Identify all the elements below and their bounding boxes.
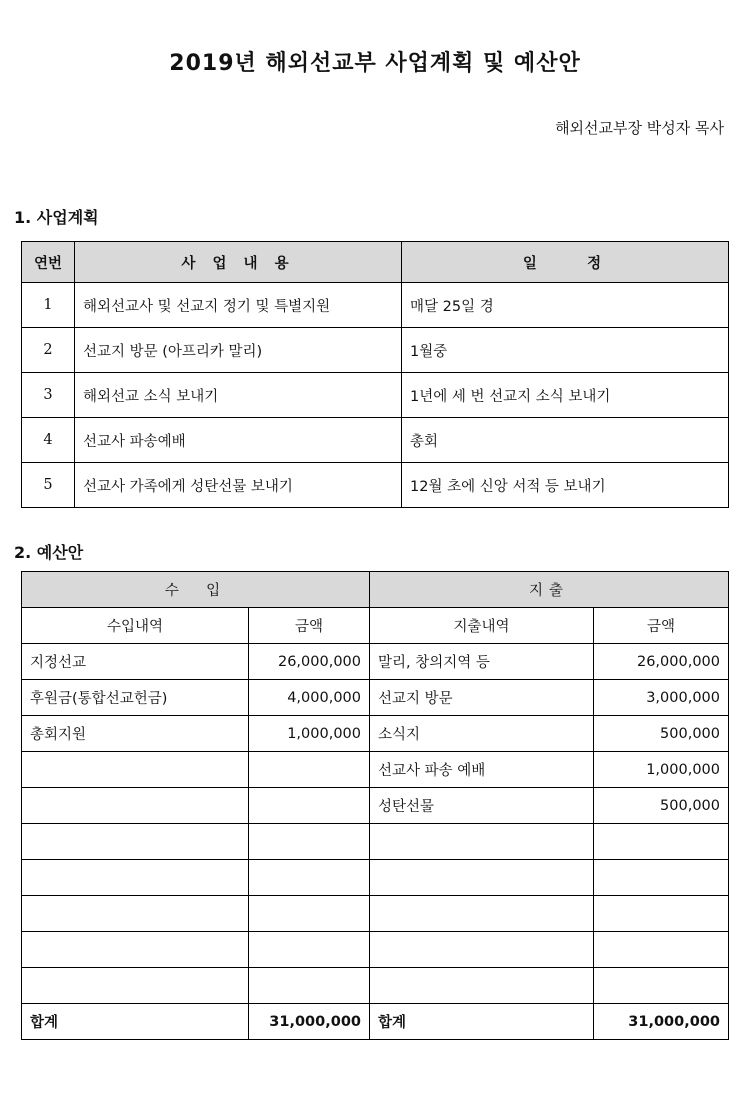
income-amount-cell: 1,000,000 xyxy=(249,716,370,752)
plan-col-schedule: 일 정 xyxy=(402,242,729,283)
income-amount-cell xyxy=(249,896,370,932)
expense-header: 지출 xyxy=(370,572,729,608)
budget-table xyxy=(21,571,729,1040)
income-amount-cell xyxy=(249,824,370,860)
budget-row xyxy=(22,788,729,824)
income-item-cell xyxy=(22,968,249,1004)
plan-row xyxy=(22,373,729,418)
expense-amount-cell xyxy=(594,896,729,932)
expense-amount-cell xyxy=(594,824,729,860)
income-amount-cell xyxy=(249,968,370,1004)
income-amount-cell xyxy=(249,860,370,896)
budget-row xyxy=(22,752,729,788)
plan-row-content: 선교사 파송예배 xyxy=(75,418,402,463)
budget-row xyxy=(22,680,729,716)
income-item-cell xyxy=(22,896,249,932)
plan-row-content: 해외선교사 및 선교지 정기 및 특별지원 xyxy=(75,283,402,328)
plan-table xyxy=(21,241,729,508)
income-item-cell xyxy=(22,932,249,968)
expense-item-header: 지출내역 xyxy=(370,608,594,644)
plan-col-content: 사 업 내 용 xyxy=(75,242,402,283)
expense-item-cell: 선교지 방문 xyxy=(370,680,594,716)
plan-row-schedule: 매달 25일 경 xyxy=(402,283,729,328)
income-amount-cell: 26,000,000 xyxy=(249,644,370,680)
plan-header-row xyxy=(22,242,729,283)
income-item-cell: 지정선교 xyxy=(22,644,249,680)
budget-row xyxy=(22,932,729,968)
income-amount-cell: 4,000,000 xyxy=(249,680,370,716)
plan-row-content: 해외선교 소식 보내기 xyxy=(75,373,402,418)
section-title-plan: 1. 사업계획 xyxy=(14,208,99,227)
income-item-cell: 총회지원 xyxy=(22,716,249,752)
income-amount-cell xyxy=(249,932,370,968)
expense-item-cell: 선교사 파송 예배 xyxy=(370,752,594,788)
expense-total-amount: 31,000,000 xyxy=(594,1004,729,1040)
expense-item-cell xyxy=(370,896,594,932)
plan-row xyxy=(22,283,729,328)
plan-row xyxy=(22,328,729,373)
expense-amount-cell: 500,000 xyxy=(594,788,729,824)
expense-amount-cell xyxy=(594,860,729,896)
document-title: 2019년 해외선교부 사업계획 및 예산안 xyxy=(169,51,581,76)
income-header: 수 입 xyxy=(22,572,370,608)
expense-item-cell xyxy=(370,824,594,860)
plan-row xyxy=(22,418,729,463)
plan-row xyxy=(22,463,729,508)
budget-column-header-row xyxy=(22,608,729,644)
budget-row xyxy=(22,896,729,932)
expense-item-cell xyxy=(370,860,594,896)
plan-row-number: 3 xyxy=(22,373,75,418)
budget-body xyxy=(22,644,729,1004)
budget-row xyxy=(22,716,729,752)
expense-total-label: 합계 xyxy=(370,1004,594,1040)
plan-row-schedule: 1년에 세 번 선교지 소식 보내기 xyxy=(402,373,729,418)
plan-row-content: 선교사 가족에게 성탄선물 보내기 xyxy=(75,463,402,508)
expense-amount-cell xyxy=(594,968,729,1004)
budget-row xyxy=(22,824,729,860)
plan-row-content: 선교지 방문 (아프리카 말리) xyxy=(75,328,402,373)
expense-amount-cell: 26,000,000 xyxy=(594,644,729,680)
income-amount-cell xyxy=(249,752,370,788)
expense-amount-cell: 500,000 xyxy=(594,716,729,752)
budget-total-row xyxy=(22,1004,729,1040)
income-amount-cell xyxy=(249,788,370,824)
income-total-amount: 31,000,000 xyxy=(249,1004,370,1040)
income-total-label: 합계 xyxy=(22,1004,249,1040)
expense-amount-cell xyxy=(594,932,729,968)
budget-group-header-row xyxy=(22,572,729,608)
expense-item-cell: 말리, 창의지역 등 xyxy=(370,644,594,680)
plan-row-schedule: 12월 초에 신앙 서적 등 보내기 xyxy=(402,463,729,508)
expense-item-cell: 성탄선물 xyxy=(370,788,594,824)
expense-item-cell xyxy=(370,932,594,968)
income-item-cell xyxy=(22,752,249,788)
expense-amount-cell: 1,000,000 xyxy=(594,752,729,788)
plan-row-schedule: 1월중 xyxy=(402,328,729,373)
budget-row xyxy=(22,968,729,1004)
plan-row-number: 4 xyxy=(22,418,75,463)
section-title-budget: 2. 예산안 xyxy=(14,543,84,562)
plan-col-number: 연번 xyxy=(22,242,75,283)
budget-row xyxy=(22,860,729,896)
income-item-cell xyxy=(22,860,249,896)
income-item-cell xyxy=(22,788,249,824)
expense-amount-header: 금액 xyxy=(594,608,729,644)
expense-amount-cell: 3,000,000 xyxy=(594,680,729,716)
income-amount-header: 금액 xyxy=(249,608,370,644)
income-item-cell: 후원금(통합선교헌금) xyxy=(22,680,249,716)
income-item-cell xyxy=(22,824,249,860)
plan-row-number: 2 xyxy=(22,328,75,373)
plan-row-number: 1 xyxy=(22,283,75,328)
author-line: 해외선교부장 박성자 목사 xyxy=(555,119,724,137)
budget-row xyxy=(22,644,729,680)
expense-item-cell: 소식지 xyxy=(370,716,594,752)
income-item-header: 수입내역 xyxy=(22,608,249,644)
expense-item-cell xyxy=(370,968,594,1004)
plan-row-schedule: 총회 xyxy=(402,418,729,463)
plan-row-number: 5 xyxy=(22,463,75,508)
